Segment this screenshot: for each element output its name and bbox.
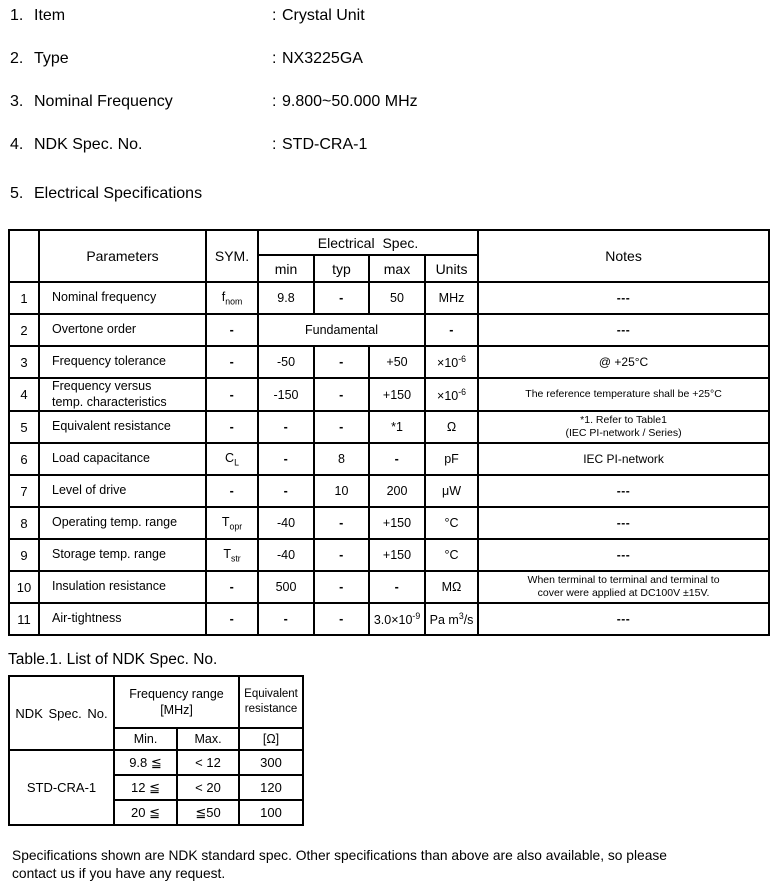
top-item-ndk-spec-no [10,135,418,155]
table1-header-min: Min. [114,728,177,750]
item-number: 3. [10,93,24,110]
header-typ: typ [314,255,369,282]
cell-min: - [258,443,314,475]
cell-no: 9 [9,539,39,571]
item-value: NX3225GA [282,50,363,67]
cell-notes: --- [478,603,769,635]
cell-typ: 10 [314,475,369,507]
item-colon: : [272,7,277,24]
header-parameters: Parameters [39,230,206,282]
spec-row-3 [9,346,769,378]
cell-no: 10 [9,571,39,603]
cell-typ: - [314,539,369,571]
cell-parameter: Nominal frequency [39,282,206,314]
cell-max: 200 [369,475,425,507]
item-number: 2. [10,50,24,67]
cell-max: 50 [369,282,425,314]
item-number: 1. [10,7,24,24]
cell-max: - [369,571,425,603]
table1-title: Table.1. List of NDK Spec. No. [8,651,218,668]
cell-sym: - [206,314,258,346]
cell-sym: - [206,411,258,443]
cell-no: 5 [9,411,39,443]
spec-row-2 [9,314,769,346]
cell-resistance: 120 [239,775,303,800]
cell-units: Ω [425,411,478,443]
cell-units: MΩ [425,571,478,603]
cell-min: -40 [258,539,314,571]
top-item-list [10,6,418,178]
cell-spec-no: STD-CRA-1 [9,750,114,825]
cell-no: 3 [9,346,39,378]
cell-notes: The reference temperature shall be +25°C [478,378,769,411]
table1-header-row-top [9,676,303,728]
table1-row-1 [9,750,303,775]
spec-row-11 [9,603,769,635]
cell-sym: - [206,603,258,635]
cell-sym: - [206,475,258,507]
cell-sym: - [206,571,258,603]
cell-notes: --- [478,314,769,346]
top-item-item [10,6,418,26]
cell-parameter: Load capacitance [39,443,206,475]
cell-resistance: 100 [239,800,303,825]
cell-max: +150 [369,378,425,411]
cell-units: °C [425,507,478,539]
spec-row-6 [9,443,769,475]
spec-row-4 [9,378,769,411]
header-electrical-spec: Electrical Spec. [258,230,478,255]
cell-resistance: 300 [239,750,303,775]
cell-no: 8 [9,507,39,539]
cell-min: 9.8 [258,282,314,314]
table1-header-equivalent-resistance: Equivalent resistance [239,676,303,728]
cell-min: - [258,411,314,443]
header-min: min [258,255,314,282]
corner-cell [9,230,39,282]
spec-row-10 [9,571,769,603]
cell-notes: @ +25°C [478,346,769,378]
cell-sym: - [206,378,258,411]
cell-parameter: Frequency versus temp. characteristics [39,378,206,411]
cell-typ: 8 [314,443,369,475]
cell-max: *1 [369,411,425,443]
cell-parameter: Level of drive [39,475,206,507]
footer-note: Specifications shown are NDK standard spec. Other specifications than above are also available, so please contact us if you have any request. [12,848,667,881]
electrical-spec-table [8,229,770,636]
item-colon: : [272,136,277,153]
cell-parameter: Operating temp. range [39,507,206,539]
cell-sym: $T_{opr}$ [206,507,258,539]
cell-parameter: Insulation resistance [39,571,206,603]
cell-units: pF [425,443,478,475]
cell-min: 500 [258,571,314,603]
cell-min: - [258,475,314,507]
cell-min: -50 [258,346,314,378]
cell-parameter: Frequency tolerance [39,346,206,378]
section-number: 5. [10,185,24,202]
cell-typ: - [314,378,369,411]
cell-max: +50 [369,346,425,378]
cell-min: - [258,603,314,635]
item-value: STD-CRA-1 [282,136,368,153]
item-label: Item [34,7,66,24]
cell-max: $3.0\times 10^{-9}$ [369,603,425,635]
spec-header-row-top [9,230,769,255]
cell-notes: When terminal to terminal and terminal to cover were applied at DC100V ±15V. [478,571,769,603]
cell-typ: - [314,282,369,314]
cell-typ: - [314,571,369,603]
cell-typ: - [314,411,369,443]
cell-parameter: Storage temp. range [39,539,206,571]
cell-no: 11 [9,603,39,635]
spec-row-9 [9,539,769,571]
cell-freq-min: 20 ≦ [114,800,177,825]
header-max: max [369,255,425,282]
cell-units: Pa $m^3/s$ [425,603,478,635]
cell-no: 6 [9,443,39,475]
item-colon: : [272,50,277,67]
cell-sym: $T_{str}$ [206,539,258,571]
item-label: Type [34,50,69,67]
top-item-nominal-frequency [10,92,418,112]
cell-freq-max: ≦50 [177,800,239,825]
cell-units: $\times 10^{-6}$ [425,378,478,411]
cell-units: $\times 10^{-6}$ [425,346,478,378]
spec-row-1 [9,282,769,314]
cell-typ: - [314,507,369,539]
cell-units: MHz [425,282,478,314]
header-units: Units [425,255,478,282]
spec-row-5 [9,411,769,443]
cell-parameter: Overtone order [39,314,206,346]
cell-sym: $C_L$ [206,443,258,475]
table1-header-frequency-range: Frequency range [MHz] [114,676,239,728]
top-item-type [10,49,418,69]
cell-freq-max: < 20 [177,775,239,800]
spec-row-7 [9,475,769,507]
item-label: NDK Spec. No. [34,136,143,153]
cell-typ: - [314,346,369,378]
cell-notes: --- [478,475,769,507]
cell-notes: --- [478,282,769,314]
item-colon: : [272,93,277,110]
table1-header-ohm: [Ω] [239,728,303,750]
cell-no: 1 [9,282,39,314]
item-number: 4. [10,136,24,153]
header-sym: SYM. [206,230,258,282]
cell-no: 4 [9,378,39,411]
cell-units: - [425,314,478,346]
header-notes: Notes [478,230,769,282]
cell-fundamental: Fundamental [258,314,425,346]
cell-min: -40 [258,507,314,539]
cell-freq-min: 12 ≦ [114,775,177,800]
cell-max: +150 [369,539,425,571]
cell-units: °C [425,539,478,571]
cell-notes: IEC PI-network [478,443,769,475]
cell-no: 7 [9,475,39,507]
cell-min: -150 [258,378,314,411]
table1-header-max: Max. [177,728,239,750]
cell-notes: *1. Refer to Table1 (IEC PI-network / Series) [478,411,769,443]
cell-freq-min: 9.8 ≦ [114,750,177,775]
cell-notes: --- [478,507,769,539]
item-value: Crystal Unit [282,7,365,24]
cell-freq-max: < 12 [177,750,239,775]
cell-notes: --- [478,539,769,571]
item-label: Nominal Frequency [34,93,173,110]
cell-max: +150 [369,507,425,539]
table1-ndk-spec-list [8,675,304,826]
section-title-text: Electrical Specifications [34,185,203,202]
spec-row-8 [9,507,769,539]
item-value: 9.800~50.000 MHz [282,93,418,110]
cell-sym: - [206,346,258,378]
cell-parameter: Equivalent resistance [39,411,206,443]
cell-parameter: Air-tightness [39,603,206,635]
cell-no: 2 [9,314,39,346]
cell-typ: - [314,603,369,635]
section5-title [10,185,202,203]
cell-units: μW [425,475,478,507]
table1-header-ndk-spec-no: NDK Spec. No. [9,676,114,750]
cell-max: - [369,443,425,475]
cell-sym: $f_{nom}$ [206,282,258,314]
